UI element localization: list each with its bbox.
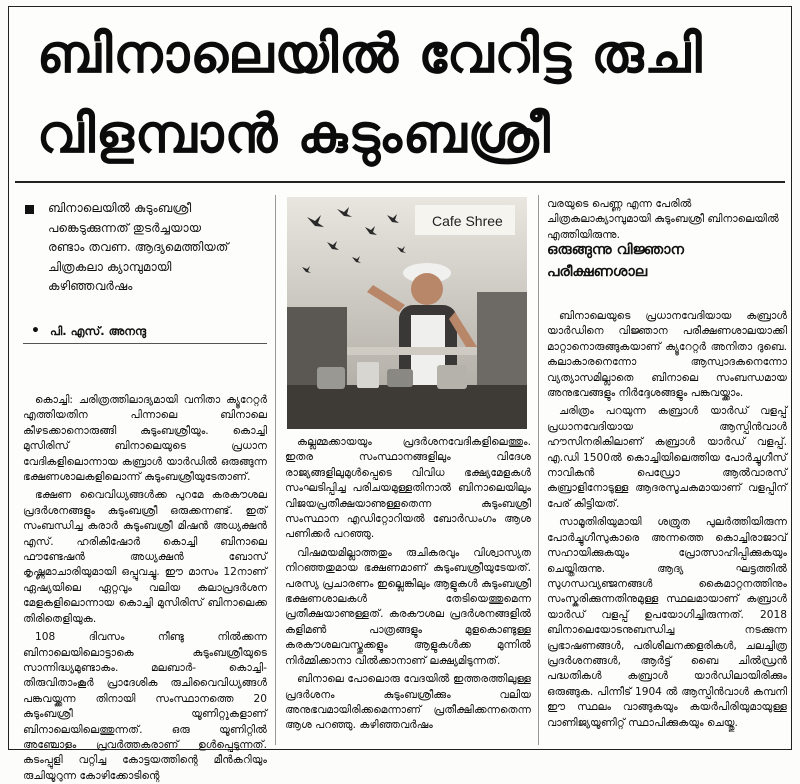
paragraph: കല്ലമ്മക്കായയും പ്രദർശനവേദികളിലെത്തും. ഇതര സംസ്ഥാനങ്ങളിലും വിദേശ രാജ്യങ്ങളിലുമുൾപ്പെടെ വിവിധ ഭക്ഷ്യമേളകൾ സംഘടിപ്പിച്ച പരിചയമുള്ളതിനാൽ ബിനാലെയിലും വിജയപ്രതീക്ഷയാണുള്ളതെന്ന കുടുംബശ്രീ സംസ്ഥാന എഡിറ്റോറിയൽ ബോർഡംഗം ആശ പണിക്കർ പറഞ്ഞു. <box>285 436 531 541</box>
paragraph: വിഷമയമില്ലാത്തതും രുചികരവും വിശ്വാസ്യത നിറഞ്ഞതുമായ ഭക്ഷണമാണ് കുടുംബശ്രീയുടേയത്. പരസ്യ പ്രചാരണം ഇല്ലെങ്കിലും ആളുകൾ കുടുംബശ്രീ ഭക്ഷണശാലകൾ തേടിയെത്തുമെന്ന പ്രതീക്ഷയാണുള്ളത്. കരകൗശല പ്രദർശനങ്ങളിൽ കളിമൺ പാത്രങ്ങളും മുളകൊണ്ടുള്ള കരകൗശലവസ്തുക്കളും ആളുകൾക്ക മുന്നിൽ നിർമ്മിക്കാനാ വിൽക്കാനാണ് ലക്ഷ്യമിടുന്നത്. <box>285 546 531 667</box>
article-column-3-top: വരയുടെ പെണ്ണ എന്ന പേരിൽ ചിത്രകലാക്യാമ്പുമായി കുടുംബശ്രീ ബിനാലെയിൽ എത്തിയിരുന്നു. <box>547 198 779 241</box>
paragraph: ബിനാലെ പോലൊരു വേദയിൽ ഇത്തരത്തിലുള്ള പ്രദർശനം കുടുംബശ്രീക്കും വലിയ അനുഭവമായിരിക്കമെന്നാണ് പ്രതീക്ഷിക്കന്നതെന്ന ആശ പറഞ്ഞു. കഴിഞ്ഞവർഷം <box>285 673 531 732</box>
news-photo <box>287 197 527 429</box>
paragraph: ഭക്ഷണ വൈവിധ്യങ്ങൾക്ക പുറമേ കരകൗശല പ്രദർശനങ്ങളും കുടുംബശ്രീ ഒരുക്കന്നണ്ട്. ഇത് സംബന്ധിച്ച കരാർ കുടുംബശ്രീ മിഷൻ അധ്യക്ഷൻ എസ്. ഹരികിഷോർ കൊച്ചി ബിനാലെ ഫൗണ്ടേഷൻ അധ്യക്ഷൻ ബോസ് കൃഷ്ണമാചാരിയുമായി ഒപ്പുവച്ചു. ഈ മാസം 12നാണ് ഏഷ്യയിലെ ഏറ്റവും വലിയ കലാപ്രദർശന മേളകളിലൊന്നായ കൊച്ചി മുസിരിസ് ബിനാലെക്ക തിരിതെളിയുക. <box>23 489 267 625</box>
cafe-sign-text: Cafe Shree <box>432 213 503 229</box>
paragraph: സാമൂതിരിയുമായി ശത്രുത പുലർത്തിയിരുന്ന പോർച്ചുഗീസുകാരെ അന്നത്തെ കൊച്ചിരാജാവ് സഹായിക്കുകയും പ്രോത്സാഹിപ്പിക്കുകയും ചെയ്തിരുന്നു. ആദ്യ ഘട്ടത്തിൽ സുഗന്ധവ്യഞ്ജനങ്ങൾ കൈമാറ്റനത്തിനും സംസ്കരിക്കുന്നതിനുമുള്ള സ്ഥലമായാണ് കബ്രാൾ യാർഡ് വളപ്പ് ഉപയോഗിച്ചിരുന്നത്. 2018 ബിനാലെയോടനുബന്ധിച്ച നടക്കുന്ന പ്രഭാഷണങ്ങൾ, പരിശീലനക്കളരികൾ, ചലച്ചിത്ര പ്രദർശനങ്ങൾ, ആർട്ട് ബൈ ചിൽഡ്രൻ പദ്ധതികൾ കബ്രാൾ യാർഡിലായിരിക്കും ഒരുങ്ങുക. പിന്നീട് 1904 ൽ ആസ്പിൻവാൾ കമ്പനി ഈ സ്ഥലം വാങ്ങുകയും കയർപിരിയുമായുള്ള വാണിജ്യയൂണിറ്റ് സ്ഥാപിക്കുകയും ചെയ്തു. <box>547 516 787 729</box>
headline <box>15 11 785 183</box>
headline-line-2: വിളമ്പാൻ കുടുംബശ്രീ <box>37 104 551 165</box>
author-name: പി. എസ്. അനന്ദു <box>49 323 147 338</box>
subheading: ഒരുങ്ങുന്നു വിജ്ഞാന പരീക്ഷണശാല <box>547 242 684 280</box>
bullet-dot: • <box>31 323 40 339</box>
column-divider <box>538 195 539 745</box>
summary-box <box>23 199 267 297</box>
article-column-1 <box>23 393 267 784</box>
paragraph: 108 ദിവസം നീണ്ടു നിൽക്കന്ന ബിനാലെയിലൊട്ടാകെ കുടുംബശ്രീയുടെ സാന്നിദ്ധ്യമുണ്ടാകം. മലബാർ- കൊച്ചി- തിരുവിതാംകൂർ പ്രാദേശിക രുചിവൈവിധ്യങ്ങൾ പങ്കവയ്ക്കന്ന തിനായി സംസ്ഥാനത്തെ 20 കുടുംബശ്രീ യൂണിറ്റുകളാണ് ബിനാലെയിലെത്തുന്നത്. ഒരു യൂണിറ്റിൽ അഞ്ചോളം പ്രവർത്തകരാണ് ഉൾപ്പെടുന്നത്. കടംപ്പുളി വറ്റിച്ച കോട്ടയത്തിന്റെ മീൻകറിയും രുചിയൂറുന്ന കോഴിക്കോടിന്റെ <box>23 631 267 782</box>
byline-rule <box>23 343 267 344</box>
photo-illustration <box>287 197 527 429</box>
byline <box>31 323 146 339</box>
article-column-2 <box>285 435 531 734</box>
article-column-3 <box>547 309 787 731</box>
summary-text: ബിനാലെയിൽ കുടുംബശ്രീ പങ്കെടുക്കുന്നത് തുടർച്ചയായ രണ്ടാം തവണ. ആദ്യമെത്തിയത് ചിത്രകലാ ക്യാമ്പുമായി കഴിഞ്ഞവർഷം <box>48 201 229 294</box>
face <box>411 273 443 305</box>
headline-line-1: ബിനാലെയിൽ വേറിട്ട രുചി <box>37 24 703 85</box>
paragraph: ചരിത്രം പറയുന്ന കബ്രാൾ യാർഡ് വളപ്പ് പ്രധാനവേദിയായ ആസ്പിൻവാൾ ഹൗസിനരികിലാണ് കബ്രാൾ യാർഡ് വളപ്പ്. എ.ഡി 1500ൽ കൊച്ചിയിലെത്തിയ പോർച്ചുഗീസ് നാവികൻ പെഡ്രോ ആൽവാരസ് കബ്രാളിനോടുള്ള ആദരസൂചകമായാണ് വളപ്പിന് പേര് കിട്ടിയത്. <box>547 405 787 510</box>
newspaper-clipping <box>8 6 792 782</box>
square-bullet-icon <box>25 205 34 214</box>
paragraph: ബിനാലെയുടെ പ്രധാനവേദിയായ കബ്രാൾ യാർഡിനെ വിജ്ഞാന പരീക്ഷണശാലയാക്കി മാറ്റാനൊരുങ്ങുകയാണ് ക്യൂറേറ്റർ അനിതാ ദുബെ. കലാകാരനെന്നോ ആസ്വാദകനെന്നോ വ്യത്യാസമില്ലാതെ ബിനാലെ സംബന്ധമായ അനുഭവങ്ങളും നിർദ്ദേശങ്ങളും പങ്കവയ്ക്കാം. <box>547 310 787 400</box>
column-divider <box>275 195 276 745</box>
paragraph: കൊച്ചി: ചരിത്രത്തിലാദ്യമായി വനിതാ ക്യൂറേറ്റർ എത്തിയതിന പിന്നാലെ ബിനാലെ കീഴടക്കാനൊരുങ്ങി കുടുംബശ്രീയും. കൊച്ചി മുസിരിസ് ബിനാലെയുടെ പ്രധാന വേദികളിലൊന്നായ കബ്രാൾ യാർഡിൽ ഒരുങ്ങുന്ന ഭക്ഷണശാലകളിലൊന്ന് കുടുംബശ്രീയുടേതാണ്. <box>23 394 267 484</box>
